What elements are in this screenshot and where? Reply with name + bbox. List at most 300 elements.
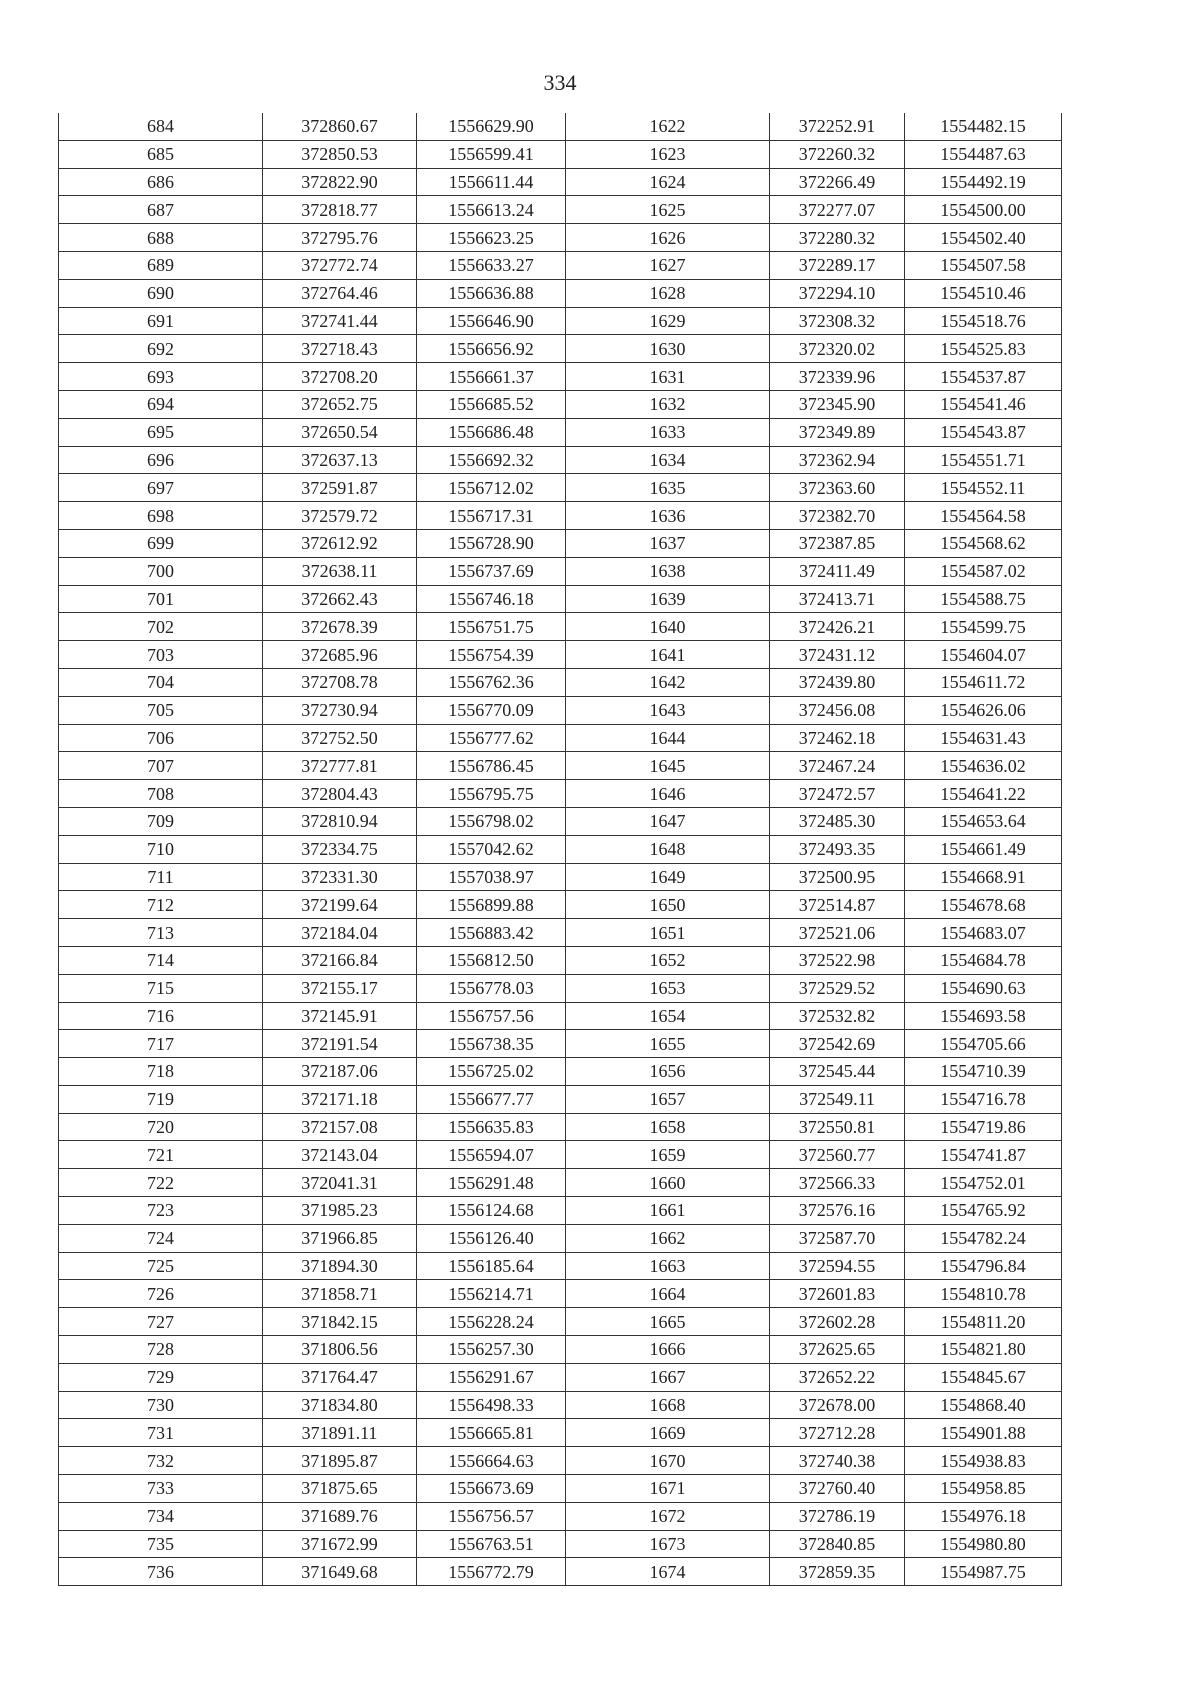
y-coordinate-a-cell: 1556664.63 <box>417 1447 566 1475</box>
point-number-b-cell: 1624 <box>566 168 770 196</box>
y-coordinate-a-cell: 1556686.48 <box>417 418 566 446</box>
point-number-b-cell: 1636 <box>566 502 770 530</box>
y-coordinate-a-cell: 1556613.24 <box>417 196 566 224</box>
x-coordinate-a-cell: 372041.31 <box>263 1169 417 1197</box>
y-coordinate-a-cell: 1556772.79 <box>417 1558 566 1586</box>
y-coordinate-a-cell: 1556777.62 <box>417 724 566 752</box>
table-row <box>59 557 1062 585</box>
point-number-b-cell: 1637 <box>566 529 770 557</box>
x-coordinate-b-cell: 372294.10 <box>770 279 905 307</box>
x-coordinate-a-cell: 372579.72 <box>263 502 417 530</box>
x-coordinate-b-cell: 372411.49 <box>770 557 905 585</box>
point-number-b-cell: 1638 <box>566 557 770 585</box>
y-coordinate-b-cell: 1554500.00 <box>905 196 1062 224</box>
point-number-a-cell: 717 <box>59 1030 263 1058</box>
table-row <box>59 335 1062 363</box>
point-number-b-cell: 1627 <box>566 251 770 279</box>
y-coordinate-b-cell: 1554588.75 <box>905 585 1062 613</box>
point-number-a-cell: 719 <box>59 1085 263 1113</box>
y-coordinate-a-cell: 1556677.77 <box>417 1085 566 1113</box>
y-coordinate-b-cell: 1554752.01 <box>905 1169 1062 1197</box>
x-coordinate-a-cell: 372187.06 <box>263 1058 417 1086</box>
point-number-a-cell: 709 <box>59 807 263 835</box>
x-coordinate-a-cell: 372822.90 <box>263 168 417 196</box>
x-coordinate-b-cell: 372740.38 <box>770 1447 905 1475</box>
x-coordinate-a-cell: 371858.71 <box>263 1280 417 1308</box>
x-coordinate-b-cell: 372472.57 <box>770 780 905 808</box>
table-row <box>59 529 1062 557</box>
x-coordinate-b-cell: 372320.02 <box>770 335 905 363</box>
point-number-b-cell: 1634 <box>566 446 770 474</box>
point-number-a-cell: 712 <box>59 891 263 919</box>
y-coordinate-b-cell: 1554705.66 <box>905 1030 1062 1058</box>
x-coordinate-b-cell: 372500.95 <box>770 863 905 891</box>
point-number-b-cell: 1646 <box>566 780 770 808</box>
x-coordinate-a-cell: 372157.08 <box>263 1113 417 1141</box>
table-row <box>59 1113 1062 1141</box>
table-row <box>59 446 1062 474</box>
point-number-b-cell: 1660 <box>566 1169 770 1197</box>
y-coordinate-a-cell: 1556883.42 <box>417 919 566 947</box>
y-coordinate-b-cell: 1554868.40 <box>905 1391 1062 1419</box>
y-coordinate-a-cell: 1556673.69 <box>417 1475 566 1503</box>
point-number-b-cell: 1650 <box>566 891 770 919</box>
table-row <box>59 363 1062 391</box>
x-coordinate-a-cell: 372612.92 <box>263 529 417 557</box>
x-coordinate-b-cell: 372363.60 <box>770 474 905 502</box>
point-number-a-cell: 694 <box>59 390 263 418</box>
x-coordinate-a-cell: 372662.43 <box>263 585 417 613</box>
table-row <box>59 752 1062 780</box>
y-coordinate-a-cell: 1556795.75 <box>417 780 566 808</box>
y-coordinate-a-cell: 1557042.62 <box>417 835 566 863</box>
y-coordinate-a-cell: 1556728.90 <box>417 529 566 557</box>
point-number-a-cell: 696 <box>59 446 263 474</box>
x-coordinate-a-cell: 371649.68 <box>263 1558 417 1586</box>
y-coordinate-b-cell: 1554568.62 <box>905 529 1062 557</box>
x-coordinate-a-cell: 371806.56 <box>263 1336 417 1364</box>
y-coordinate-b-cell: 1554765.92 <box>905 1197 1062 1225</box>
point-number-b-cell: 1649 <box>566 863 770 891</box>
x-coordinate-a-cell: 371764.47 <box>263 1363 417 1391</box>
table-row <box>59 668 1062 696</box>
point-number-a-cell: 698 <box>59 502 263 530</box>
y-coordinate-a-cell: 1556498.33 <box>417 1391 566 1419</box>
y-coordinate-b-cell: 1554980.80 <box>905 1530 1062 1558</box>
point-number-a-cell: 704 <box>59 668 263 696</box>
y-coordinate-a-cell: 1556661.37 <box>417 363 566 391</box>
y-coordinate-b-cell: 1554821.80 <box>905 1336 1062 1364</box>
y-coordinate-a-cell: 1556636.88 <box>417 279 566 307</box>
point-number-b-cell: 1670 <box>566 1447 770 1475</box>
point-number-a-cell: 730 <box>59 1391 263 1419</box>
y-coordinate-a-cell: 1556717.31 <box>417 502 566 530</box>
y-coordinate-a-cell: 1556228.24 <box>417 1308 566 1336</box>
y-coordinate-a-cell: 1556214.71 <box>417 1280 566 1308</box>
x-coordinate-b-cell: 372280.32 <box>770 224 905 252</box>
table-row <box>59 919 1062 947</box>
y-coordinate-b-cell: 1554683.07 <box>905 919 1062 947</box>
x-coordinate-b-cell: 372786.19 <box>770 1502 905 1530</box>
x-coordinate-b-cell: 372545.44 <box>770 1058 905 1086</box>
table-row <box>59 196 1062 224</box>
x-coordinate-b-cell: 372266.49 <box>770 168 905 196</box>
x-coordinate-b-cell: 372493.35 <box>770 835 905 863</box>
x-coordinate-b-cell: 372532.82 <box>770 1002 905 1030</box>
x-coordinate-b-cell: 372859.35 <box>770 1558 905 1586</box>
point-number-a-cell: 697 <box>59 474 263 502</box>
x-coordinate-a-cell: 372184.04 <box>263 919 417 947</box>
point-number-b-cell: 1639 <box>566 585 770 613</box>
x-coordinate-b-cell: 372387.85 <box>770 529 905 557</box>
x-coordinate-a-cell: 372810.94 <box>263 807 417 835</box>
point-number-a-cell: 705 <box>59 696 263 724</box>
x-coordinate-a-cell: 371842.15 <box>263 1308 417 1336</box>
y-coordinate-b-cell: 1554796.84 <box>905 1252 1062 1280</box>
point-number-a-cell: 702 <box>59 613 263 641</box>
point-number-b-cell: 1652 <box>566 946 770 974</box>
y-coordinate-b-cell: 1554684.78 <box>905 946 1062 974</box>
point-number-b-cell: 1653 <box>566 974 770 1002</box>
x-coordinate-b-cell: 372462.18 <box>770 724 905 752</box>
x-coordinate-a-cell: 371985.23 <box>263 1197 417 1225</box>
y-coordinate-a-cell: 1556778.03 <box>417 974 566 1002</box>
y-coordinate-a-cell: 1556899.88 <box>417 891 566 919</box>
y-coordinate-a-cell: 1556635.83 <box>417 1113 566 1141</box>
y-coordinate-a-cell: 1556751.75 <box>417 613 566 641</box>
point-number-b-cell: 1668 <box>566 1391 770 1419</box>
table-row <box>59 1475 1062 1503</box>
table-row <box>59 1391 1062 1419</box>
y-coordinate-b-cell: 1554587.02 <box>905 557 1062 585</box>
table-row <box>59 307 1062 335</box>
x-coordinate-a-cell: 372143.04 <box>263 1141 417 1169</box>
point-number-a-cell: 691 <box>59 307 263 335</box>
point-number-b-cell: 1662 <box>566 1224 770 1252</box>
point-number-a-cell: 714 <box>59 946 263 974</box>
y-coordinate-a-cell: 1556763.51 <box>417 1530 566 1558</box>
x-coordinate-b-cell: 372760.40 <box>770 1475 905 1503</box>
x-coordinate-b-cell: 372345.90 <box>770 390 905 418</box>
point-number-a-cell: 706 <box>59 724 263 752</box>
x-coordinate-a-cell: 372685.96 <box>263 641 417 669</box>
x-coordinate-a-cell: 372772.74 <box>263 251 417 279</box>
y-coordinate-b-cell: 1554693.58 <box>905 1002 1062 1030</box>
y-coordinate-b-cell: 1554551.71 <box>905 446 1062 474</box>
point-number-a-cell: 684 <box>59 113 263 140</box>
y-coordinate-a-cell: 1556646.90 <box>417 307 566 335</box>
x-coordinate-b-cell: 372712.28 <box>770 1419 905 1447</box>
point-number-a-cell: 703 <box>59 641 263 669</box>
y-coordinate-a-cell: 1556629.90 <box>417 113 566 140</box>
table-row <box>59 585 1062 613</box>
x-coordinate-b-cell: 372426.21 <box>770 613 905 641</box>
x-coordinate-b-cell: 372652.22 <box>770 1363 905 1391</box>
point-number-b-cell: 1674 <box>566 1558 770 1586</box>
table-row <box>59 835 1062 863</box>
point-number-a-cell: 724 <box>59 1224 263 1252</box>
y-coordinate-a-cell: 1556291.67 <box>417 1363 566 1391</box>
y-coordinate-b-cell: 1554502.40 <box>905 224 1062 252</box>
x-coordinate-a-cell: 372777.81 <box>263 752 417 780</box>
y-coordinate-a-cell: 1556746.18 <box>417 585 566 613</box>
x-coordinate-a-cell: 371966.85 <box>263 1224 417 1252</box>
y-coordinate-a-cell: 1556738.35 <box>417 1030 566 1058</box>
point-number-b-cell: 1645 <box>566 752 770 780</box>
point-number-a-cell: 725 <box>59 1252 263 1280</box>
y-coordinate-a-cell: 1557038.97 <box>417 863 566 891</box>
x-coordinate-b-cell: 372542.69 <box>770 1030 905 1058</box>
table-row <box>59 1336 1062 1364</box>
x-coordinate-b-cell: 372514.87 <box>770 891 905 919</box>
y-coordinate-a-cell: 1556770.09 <box>417 696 566 724</box>
y-coordinate-b-cell: 1554690.63 <box>905 974 1062 1002</box>
x-coordinate-b-cell: 372382.70 <box>770 502 905 530</box>
x-coordinate-b-cell: 372485.30 <box>770 807 905 835</box>
y-coordinate-a-cell: 1556712.02 <box>417 474 566 502</box>
point-number-b-cell: 1651 <box>566 919 770 947</box>
x-coordinate-b-cell: 372840.85 <box>770 1530 905 1558</box>
table-row <box>59 641 1062 669</box>
point-number-b-cell: 1641 <box>566 641 770 669</box>
table-row <box>59 1169 1062 1197</box>
y-coordinate-b-cell: 1554510.46 <box>905 279 1062 307</box>
y-coordinate-b-cell: 1554599.75 <box>905 613 1062 641</box>
point-number-b-cell: 1635 <box>566 474 770 502</box>
coordinates-table <box>58 113 1062 1586</box>
point-number-b-cell: 1648 <box>566 835 770 863</box>
table-row <box>59 1002 1062 1030</box>
table-row <box>59 724 1062 752</box>
point-number-b-cell: 1623 <box>566 140 770 168</box>
y-coordinate-b-cell: 1554668.91 <box>905 863 1062 891</box>
y-coordinate-b-cell: 1554653.64 <box>905 807 1062 835</box>
x-coordinate-a-cell: 372730.94 <box>263 696 417 724</box>
table-row <box>59 502 1062 530</box>
y-coordinate-b-cell: 1554716.78 <box>905 1085 1062 1113</box>
x-coordinate-b-cell: 372289.17 <box>770 251 905 279</box>
point-number-a-cell: 708 <box>59 780 263 808</box>
point-number-b-cell: 1640 <box>566 613 770 641</box>
point-number-a-cell: 735 <box>59 1530 263 1558</box>
x-coordinate-b-cell: 372625.65 <box>770 1336 905 1364</box>
table-row <box>59 1197 1062 1225</box>
table-row <box>59 863 1062 891</box>
y-coordinate-b-cell: 1554626.06 <box>905 696 1062 724</box>
point-number-a-cell: 732 <box>59 1447 263 1475</box>
point-number-a-cell: 720 <box>59 1113 263 1141</box>
x-coordinate-a-cell: 372638.11 <box>263 557 417 585</box>
table-row <box>59 1252 1062 1280</box>
point-number-b-cell: 1672 <box>566 1502 770 1530</box>
table-row <box>59 780 1062 808</box>
point-number-b-cell: 1661 <box>566 1197 770 1225</box>
x-coordinate-a-cell: 372171.18 <box>263 1085 417 1113</box>
table-row <box>59 224 1062 252</box>
point-number-b-cell: 1626 <box>566 224 770 252</box>
y-coordinate-b-cell: 1554543.87 <box>905 418 1062 446</box>
y-coordinate-a-cell: 1556291.48 <box>417 1169 566 1197</box>
y-coordinate-b-cell: 1554710.39 <box>905 1058 1062 1086</box>
y-coordinate-a-cell: 1556633.27 <box>417 251 566 279</box>
y-coordinate-b-cell: 1554541.46 <box>905 390 1062 418</box>
point-number-b-cell: 1630 <box>566 335 770 363</box>
point-number-a-cell: 723 <box>59 1197 263 1225</box>
x-coordinate-b-cell: 372252.91 <box>770 113 905 140</box>
x-coordinate-a-cell: 372650.54 <box>263 418 417 446</box>
table-row <box>59 418 1062 446</box>
x-coordinate-a-cell: 371834.80 <box>263 1391 417 1419</box>
y-coordinate-b-cell: 1554976.18 <box>905 1502 1062 1530</box>
y-coordinate-a-cell: 1556725.02 <box>417 1058 566 1086</box>
y-coordinate-b-cell: 1554678.68 <box>905 891 1062 919</box>
table-row <box>59 613 1062 641</box>
y-coordinate-a-cell: 1556754.39 <box>417 641 566 669</box>
point-number-a-cell: 688 <box>59 224 263 252</box>
y-coordinate-b-cell: 1554661.49 <box>905 835 1062 863</box>
point-number-b-cell: 1625 <box>566 196 770 224</box>
point-number-b-cell: 1656 <box>566 1058 770 1086</box>
x-coordinate-a-cell: 372795.76 <box>263 224 417 252</box>
x-coordinate-b-cell: 372678.00 <box>770 1391 905 1419</box>
y-coordinate-a-cell: 1556762.36 <box>417 668 566 696</box>
point-number-a-cell: 726 <box>59 1280 263 1308</box>
y-coordinate-a-cell: 1556692.32 <box>417 446 566 474</box>
point-number-b-cell: 1643 <box>566 696 770 724</box>
table-row <box>59 1141 1062 1169</box>
point-number-b-cell: 1664 <box>566 1280 770 1308</box>
y-coordinate-b-cell: 1554631.43 <box>905 724 1062 752</box>
table-row <box>59 1224 1062 1252</box>
y-coordinate-b-cell: 1554507.58 <box>905 251 1062 279</box>
point-number-a-cell: 711 <box>59 863 263 891</box>
x-coordinate-b-cell: 372467.24 <box>770 752 905 780</box>
table-row <box>59 696 1062 724</box>
table-row <box>59 1363 1062 1391</box>
point-number-b-cell: 1647 <box>566 807 770 835</box>
point-number-b-cell: 1633 <box>566 418 770 446</box>
x-coordinate-b-cell: 372560.77 <box>770 1141 905 1169</box>
table-row <box>59 113 1062 140</box>
table-row <box>59 168 1062 196</box>
point-number-b-cell: 1622 <box>566 113 770 140</box>
y-coordinate-a-cell: 1556126.40 <box>417 1224 566 1252</box>
y-coordinate-a-cell: 1556812.50 <box>417 946 566 974</box>
point-number-b-cell: 1631 <box>566 363 770 391</box>
point-number-a-cell: 721 <box>59 1141 263 1169</box>
x-coordinate-a-cell: 371672.99 <box>263 1530 417 1558</box>
table-row <box>59 1530 1062 1558</box>
table-row <box>59 1419 1062 1447</box>
x-coordinate-b-cell: 372522.98 <box>770 946 905 974</box>
x-coordinate-b-cell: 372587.70 <box>770 1224 905 1252</box>
y-coordinate-b-cell: 1554782.24 <box>905 1224 1062 1252</box>
y-coordinate-b-cell: 1554719.86 <box>905 1113 1062 1141</box>
y-coordinate-b-cell: 1554845.67 <box>905 1363 1062 1391</box>
table-row <box>59 279 1062 307</box>
x-coordinate-b-cell: 372260.32 <box>770 140 905 168</box>
y-coordinate-b-cell: 1554938.83 <box>905 1447 1062 1475</box>
y-coordinate-b-cell: 1554641.22 <box>905 780 1062 808</box>
x-coordinate-b-cell: 372594.55 <box>770 1252 905 1280</box>
y-coordinate-b-cell: 1554636.02 <box>905 752 1062 780</box>
y-coordinate-a-cell: 1556257.30 <box>417 1336 566 1364</box>
x-coordinate-a-cell: 372708.78 <box>263 668 417 696</box>
y-coordinate-b-cell: 1554987.75 <box>905 1558 1062 1586</box>
table-row <box>59 1447 1062 1475</box>
table-row <box>59 891 1062 919</box>
coordinates-table-body <box>59 113 1062 1586</box>
x-coordinate-b-cell: 372456.08 <box>770 696 905 724</box>
y-coordinate-a-cell: 1556757.56 <box>417 1002 566 1030</box>
table-row <box>59 1280 1062 1308</box>
point-number-a-cell: 728 <box>59 1336 263 1364</box>
point-number-a-cell: 736 <box>59 1558 263 1586</box>
y-coordinate-b-cell: 1554564.58 <box>905 502 1062 530</box>
point-number-a-cell: 734 <box>59 1502 263 1530</box>
y-coordinate-b-cell: 1554487.63 <box>905 140 1062 168</box>
x-coordinate-a-cell: 371894.30 <box>263 1252 417 1280</box>
point-number-b-cell: 1629 <box>566 307 770 335</box>
x-coordinate-b-cell: 372349.89 <box>770 418 905 446</box>
x-coordinate-a-cell: 372155.17 <box>263 974 417 1002</box>
y-coordinate-a-cell: 1556786.45 <box>417 752 566 780</box>
table-row <box>59 946 1062 974</box>
y-coordinate-a-cell: 1556124.68 <box>417 1197 566 1225</box>
y-coordinate-a-cell: 1556623.25 <box>417 224 566 252</box>
y-coordinate-b-cell: 1554518.76 <box>905 307 1062 335</box>
y-coordinate-b-cell: 1554810.78 <box>905 1280 1062 1308</box>
point-number-b-cell: 1628 <box>566 279 770 307</box>
x-coordinate-a-cell: 372145.91 <box>263 1002 417 1030</box>
x-coordinate-b-cell: 372602.28 <box>770 1308 905 1336</box>
x-coordinate-a-cell: 372678.39 <box>263 613 417 641</box>
y-coordinate-a-cell: 1556594.07 <box>417 1141 566 1169</box>
x-coordinate-b-cell: 372566.33 <box>770 1169 905 1197</box>
x-coordinate-a-cell: 371875.65 <box>263 1475 417 1503</box>
x-coordinate-a-cell: 371689.76 <box>263 1502 417 1530</box>
x-coordinate-a-cell: 372637.13 <box>263 446 417 474</box>
y-coordinate-b-cell: 1554537.87 <box>905 363 1062 391</box>
x-coordinate-a-cell: 372850.53 <box>263 140 417 168</box>
point-number-a-cell: 715 <box>59 974 263 1002</box>
point-number-b-cell: 1673 <box>566 1530 770 1558</box>
x-coordinate-a-cell: 372860.67 <box>263 113 417 140</box>
x-coordinate-a-cell: 372166.84 <box>263 946 417 974</box>
point-number-b-cell: 1655 <box>566 1030 770 1058</box>
table-row <box>59 390 1062 418</box>
table-row <box>59 974 1062 1002</box>
table-row <box>59 1085 1062 1113</box>
y-coordinate-b-cell: 1554525.83 <box>905 335 1062 363</box>
point-number-b-cell: 1663 <box>566 1252 770 1280</box>
y-coordinate-a-cell: 1556798.02 <box>417 807 566 835</box>
x-coordinate-a-cell: 372591.87 <box>263 474 417 502</box>
x-coordinate-b-cell: 372277.07 <box>770 196 905 224</box>
x-coordinate-a-cell: 372708.20 <box>263 363 417 391</box>
x-coordinate-b-cell: 372362.94 <box>770 446 905 474</box>
table-row <box>59 474 1062 502</box>
y-coordinate-a-cell: 1556611.44 <box>417 168 566 196</box>
point-number-b-cell: 1659 <box>566 1141 770 1169</box>
x-coordinate-a-cell: 372804.43 <box>263 780 417 808</box>
y-coordinate-b-cell: 1554811.20 <box>905 1308 1062 1336</box>
table-row <box>59 1058 1062 1086</box>
y-coordinate-a-cell: 1556665.81 <box>417 1419 566 1447</box>
point-number-a-cell: 722 <box>59 1169 263 1197</box>
x-coordinate-a-cell: 371895.87 <box>263 1447 417 1475</box>
point-number-b-cell: 1632 <box>566 390 770 418</box>
